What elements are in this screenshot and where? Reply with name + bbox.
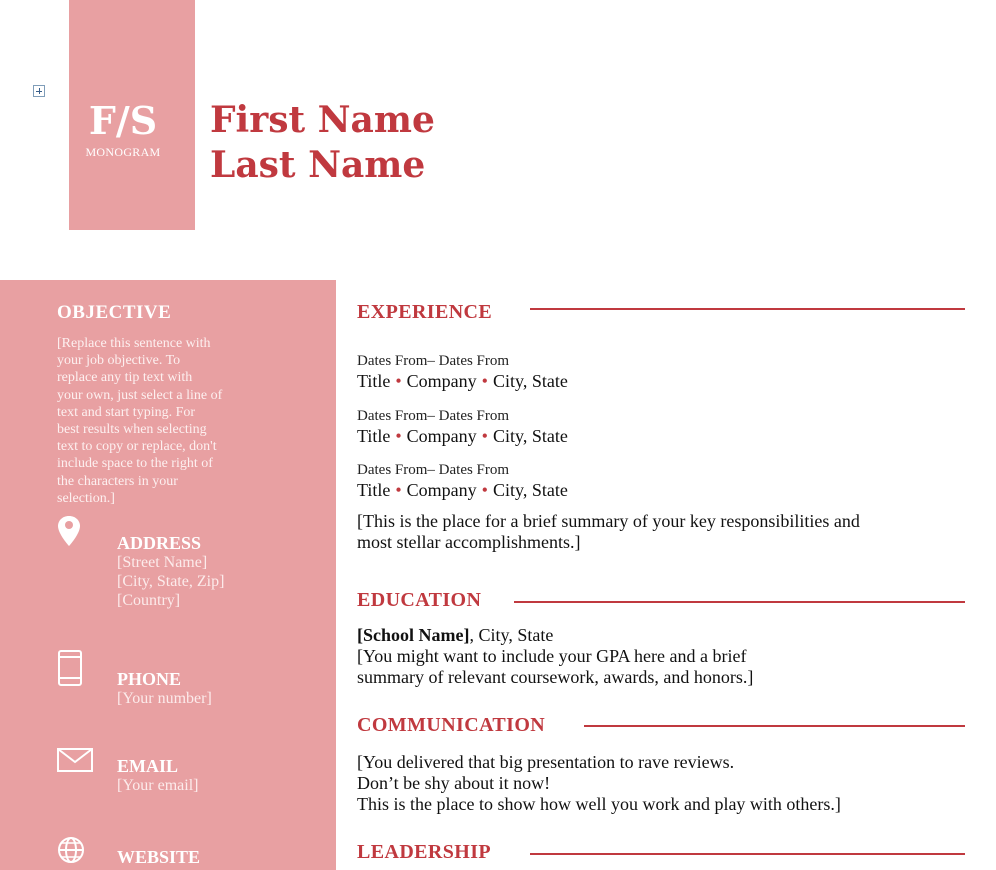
experience-heading[interactable]: EXPERIENCE xyxy=(357,301,493,323)
address-city[interactable]: [City, State, Zip] xyxy=(117,573,225,590)
job-line[interactable] xyxy=(357,426,568,447)
email-value[interactable]: [Your email] xyxy=(117,777,199,794)
objective-line: include space to the right of xyxy=(57,456,213,472)
job-dates[interactable]: Dates From– Dates From xyxy=(357,462,510,478)
job-location: City, State xyxy=(492,426,568,446)
education-line: summary of relevant coursework, awards, and honors.] xyxy=(357,667,754,687)
job-dates[interactable]: Dates From– Dates From xyxy=(357,408,510,424)
separator-dot: • xyxy=(395,480,402,500)
job-company: Company xyxy=(406,426,477,446)
objective-line: your job objective. To xyxy=(57,353,181,369)
objective-line: text and start typing. For xyxy=(57,404,196,420)
job-company: Company xyxy=(406,371,477,391)
objective-line: best results when selecting xyxy=(57,422,207,438)
envelope-icon xyxy=(57,746,93,782)
education-line: [You might want to include your GPA here and a brief xyxy=(357,646,747,666)
address-label[interactable]: ADDRESS xyxy=(117,533,202,553)
address-country[interactable]: [Country] xyxy=(117,592,181,609)
job-line[interactable] xyxy=(357,480,568,501)
separator-dot: • xyxy=(395,371,402,391)
monogram[interactable]: F/S xyxy=(88,98,158,143)
job-title: Title xyxy=(357,426,391,446)
email-label[interactable]: EMAIL xyxy=(117,756,179,776)
school-name: [School Name] xyxy=(357,625,470,645)
website-label[interactable]: WEBSITE xyxy=(117,847,201,867)
education-entry[interactable] xyxy=(357,625,753,688)
leadership-rule xyxy=(530,853,965,855)
objective-heading[interactable]: OBJECTIVE xyxy=(57,302,172,323)
table-move-handle-icon[interactable] xyxy=(33,85,45,97)
last-name[interactable]: Last Name xyxy=(210,144,426,186)
sidebar xyxy=(0,280,336,870)
communication-line: Don’t be shy about it now! xyxy=(357,773,551,793)
phone-label[interactable]: PHONE xyxy=(117,669,182,689)
experience-rule xyxy=(530,308,965,310)
phone-icon xyxy=(57,650,93,686)
experience-summary[interactable] xyxy=(357,511,860,553)
separator-dot: • xyxy=(481,371,488,391)
job-title: Title xyxy=(357,480,391,500)
leadership-heading[interactable]: LEADERSHIP xyxy=(357,841,492,863)
job-location: City, State xyxy=(492,371,568,391)
globe-icon xyxy=(57,836,93,870)
summary-line: most stellar accomplishments.] xyxy=(357,532,581,552)
objective-line: your own, just select a line of xyxy=(57,387,223,403)
address-street[interactable]: [Street Name] xyxy=(117,554,208,571)
education-rule xyxy=(514,601,965,603)
communication-text[interactable] xyxy=(357,752,841,815)
job-line[interactable] xyxy=(357,371,568,392)
map-pin-icon xyxy=(57,513,93,549)
name-block xyxy=(210,98,435,188)
school-location: , City, State xyxy=(469,625,554,645)
separator-dot: • xyxy=(481,426,488,446)
job-title: Title xyxy=(357,371,391,391)
job-dates[interactable]: Dates From– Dates From xyxy=(357,353,510,369)
objective-line: replace any tip text with xyxy=(57,370,193,386)
phone-value[interactable]: [Your number] xyxy=(117,690,212,707)
job-company: Company xyxy=(406,480,477,500)
monogram-box xyxy=(69,0,195,230)
summary-line: [This is the place for a brief summary of your key responsibilities and xyxy=(357,511,860,531)
communication-line: This is the place to show how well you work and play with others.] xyxy=(357,794,841,814)
separator-dot: • xyxy=(481,480,488,500)
communication-line: [You delivered that big presentation to rave reviews. xyxy=(357,752,735,772)
separator-dot: • xyxy=(395,426,402,446)
objective-text[interactable] xyxy=(57,335,257,507)
communication-rule xyxy=(584,725,965,727)
monogram-label[interactable]: MONOGRAM xyxy=(85,145,161,159)
objective-line: the characters in your xyxy=(57,473,178,489)
objective-line: [Replace this sentence with xyxy=(57,336,211,351)
objective-line: text to copy or replace, don't xyxy=(57,439,217,455)
school-line xyxy=(357,625,753,646)
first-name[interactable]: First Name xyxy=(210,99,435,141)
objective-line: selection.] xyxy=(57,490,115,506)
communication-heading[interactable]: COMMUNICATION xyxy=(357,714,546,736)
education-heading[interactable]: EDUCATION xyxy=(357,589,482,611)
job-location: City, State xyxy=(492,480,568,500)
